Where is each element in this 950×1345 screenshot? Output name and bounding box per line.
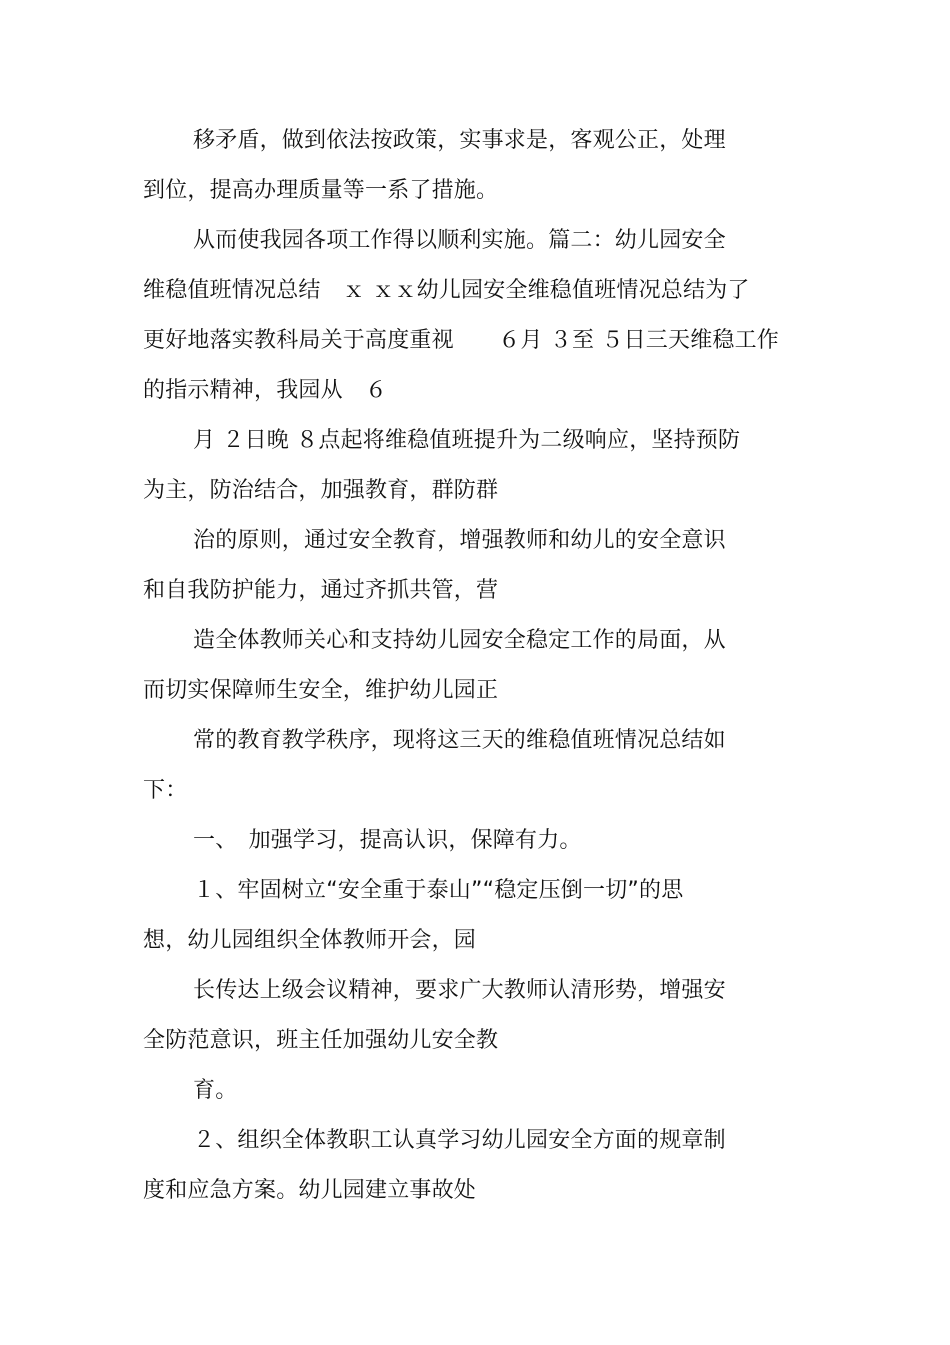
text-line: 想，幼儿园组织全体教师开会，园 xyxy=(143,928,477,953)
text-line: 全防范意识，班主任加强幼儿安全教 xyxy=(143,1028,499,1053)
text-line: ２、组织全体教职工认真学习幼儿园安全方面的规章制 xyxy=(193,1128,726,1153)
text-line: 和自我防护能力，通过齐抓共管，营 xyxy=(143,578,499,603)
text-line: 造全体教师关心和支持幼儿园安全稳定工作的局面，从 xyxy=(193,628,726,653)
text-line: 的指示精神，我园从 ６ xyxy=(143,378,388,403)
text-line: １、牢固树立“安全重于泰山”“稳定压倒一切”的思 xyxy=(193,878,684,903)
text-line: 维稳值班情况总结 ｘ ｘｘ幼儿园安全维稳值班情况总结为了 xyxy=(143,278,750,303)
section-heading: 一、 加强学习，提高认识，保障有力。 xyxy=(193,828,582,853)
text-line: 常的教育教学秩序，现将这三天的维稳值班情况总结如 xyxy=(193,728,726,753)
text-line: 治的原则，通过安全教育，增强教师和幼儿的安全意识 xyxy=(193,528,726,553)
text-line: 从而使我园各项工作得以顺利实施。篇二：幼儿园安全 xyxy=(193,228,726,253)
text-line: 育。 xyxy=(193,1078,238,1103)
text-line: 月 ２日晚 ８点起将维稳值班提升为二级响应，坚持预防 xyxy=(193,428,741,453)
text-line: 度和应急方案。幼儿园建立事故处 xyxy=(143,1178,477,1203)
text-line: 下： xyxy=(143,778,188,803)
text-line: 而切实保障师生安全，维护幼儿园正 xyxy=(143,678,499,703)
text-line: 长传达上级会议精神，要求广大教师认清形势，增强安 xyxy=(193,978,726,1003)
text-line: 为主，防治结合，加强教育，群防群 xyxy=(143,478,499,503)
text-line: 到位，提高办理质量等一系了措施。 xyxy=(143,178,499,203)
text-line: 移矛盾，做到依法按政策，实事求是，客观公正，处理 xyxy=(193,128,726,153)
text-line: 更好地落实教科局关于高度重视 ６月 ３至 ５日三天维稳工作 xyxy=(143,328,779,353)
